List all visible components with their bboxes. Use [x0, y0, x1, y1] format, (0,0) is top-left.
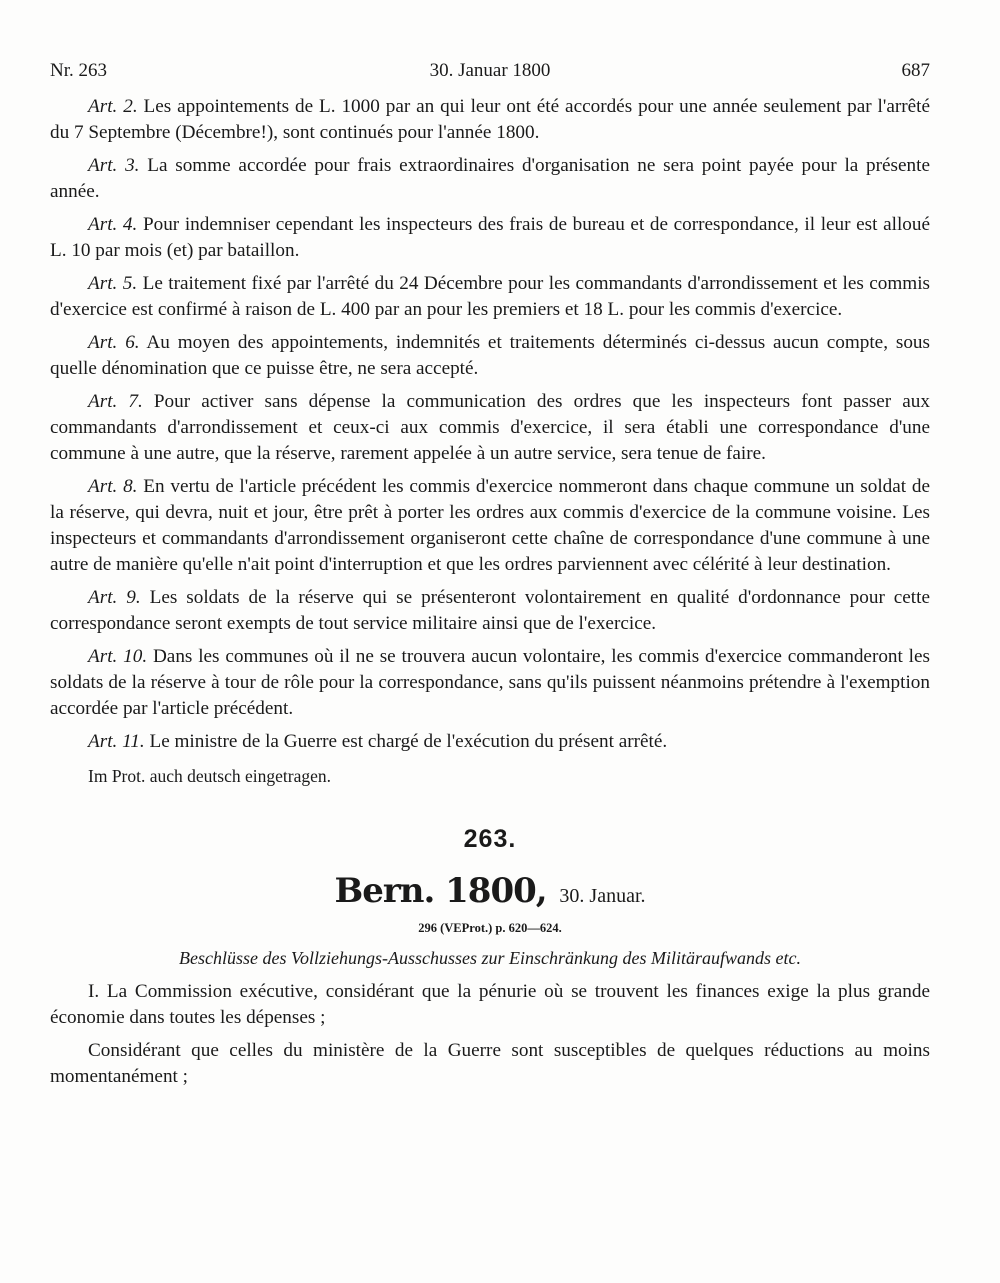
source-reference: 296 (VEProt.) p. 620—624.: [418, 921, 562, 935]
article-6: [50, 330, 930, 382]
article-8: [50, 474, 930, 578]
article-4: [50, 212, 930, 264]
article-11: [50, 729, 930, 755]
document-body: [50, 94, 930, 1097]
body-paragraph: Considérant que celles du ministère de la Guerre sont susceptibles de quelques réductions au moins momentanément ;: [50, 1040, 930, 1087]
article-label: Art. 4.: [88, 214, 138, 235]
article-text: En vertu de l'article précédent les commis d'exercice nommeront dans chaque commune un soldat de la réserve, qui devra, nuit et jour, être prêt à porter les ordres aux commis d'exercice de la commune voisine. Les inspecteurs et commandants d'arrondissement organiseront cette chaîne de correspondance d'une commune à une autre de manière qu'elle n'ait point d'interruption et que les ordres parviennent avec célérité à leur destination.: [50, 476, 930, 575]
article-text: Pour activer sans dépense la communication des ordres que les inspecteurs font passer aux commandants d'arrondissement et ceux-ci aux commis d'exercice, il sera établi une correspondance d'une commune à une autre, que la réserve, rarement appelée à un autre service, sera tenue de faire.: [50, 391, 930, 464]
section-dateline: [50, 869, 930, 913]
page-number: 687: [901, 60, 930, 81]
page-header: [50, 60, 930, 86]
article-text: Les appointements de L. 1000 par an qui leur ont été accordés pour une année seulement par l'arrêté du 7 Septembre (Décembre!), sont continués pour l'année 1800.: [50, 96, 930, 143]
article-label: Art. 6.: [88, 332, 140, 353]
article-text: Dans les communes où il ne se trouvera aucun volontaire, les commis d'exercice commanderont les soldats de la réserve à tour de rôle pour la correspondance, sans qu'ils puissent néanmoins prétendre à l'exemption accordée par l'article précédent.: [50, 646, 930, 719]
section-place-year: Bern. 1800,: [334, 871, 547, 911]
article-text: Le traitement fixé par l'arrêté du 24 Décembre pour les commandants d'arrondissement et les commis d'exercice est confirmé à raison de L. 400 par an pour les premiers et 18 L. pour les commis d'exercice.: [50, 273, 931, 320]
article-label: Art. 2.: [88, 96, 138, 117]
article-5: [50, 271, 930, 323]
section-number: 263.: [463, 825, 517, 853]
article-text: Au moyen des appointements, indemnités et traitements déterminés ci-dessus aucun compte, sous quelle dénomination que ce puisse être, ne sera accepté.: [50, 332, 930, 379]
protocol-note: Im Prot. auch deutsch eingetragen.: [88, 766, 331, 786]
article-text: Le ministre de la Guerre est chargé de l'exécution du présent arrêté.: [149, 731, 668, 752]
article-label: Art. 8.: [88, 476, 138, 497]
article-label: Art. 9.: [88, 587, 141, 608]
article-label: Art. 5.: [88, 273, 138, 294]
header-date: 30. Januar 1800: [429, 60, 551, 81]
article-3: [50, 153, 930, 205]
article-text: Les soldats de la réserve qui se présenteront volontairement en qualité d'ordonnance pour cette correspondance seront exempts de tout service militaire ainsi que de l'exercice.: [50, 587, 930, 634]
article-label: Art. 7.: [88, 391, 143, 412]
article-label: Art. 11.: [88, 731, 145, 752]
body-paragraph: I. La Commission exécutive, considérant que la pénurie où se trouvent les finances exige la plus grande économie dans toutes les dépenses ;: [50, 981, 930, 1028]
article-7: [50, 389, 930, 467]
section-summary: Beschlüsse des Vollziehungs-Ausschusses zur Einschränkung des Militäraufwands etc.: [179, 948, 801, 968]
article-9: [50, 585, 930, 637]
article-text: Pour indemniser cependant les inspecteurs des frais de bureau et de correspondance, il leur est alloué L. 10 par mois (et) par bataillon.: [50, 214, 930, 261]
article-10: [50, 644, 930, 722]
article-label: Art. 10.: [88, 646, 148, 667]
document-number: Nr. 263: [50, 60, 107, 81]
article-text: La somme accordée pour frais extraordinaires d'organisation ne sera point payée pour la présente année.: [50, 155, 930, 202]
section-body: [50, 979, 930, 1090]
section-date: 30. Januar.: [559, 885, 646, 907]
article-label: Art. 3.: [88, 155, 140, 176]
article-2: [50, 94, 930, 146]
